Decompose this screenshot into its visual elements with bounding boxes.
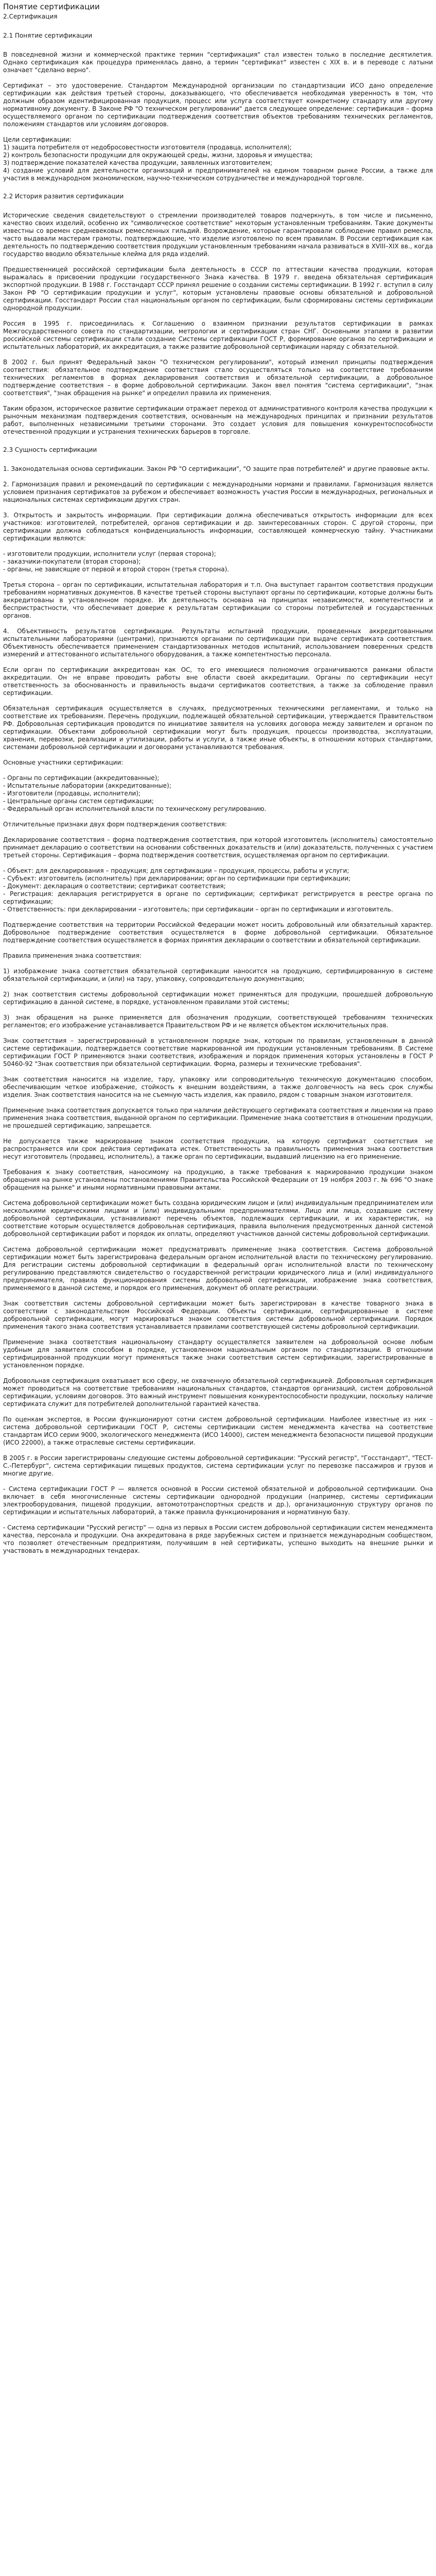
paragraph: Основные участники сертификации: bbox=[3, 759, 124, 766]
paragraph: В 2002 г. был принят Федеральный закон "О техническом регулировании", который изменил принципы подтверждения соответствия: обязательное подтверждение соответствия стало осуществляться только на соответствие требованиям технических регламентов в формах декларирования соответствия и обязательной сертификации, а добровольное подтверждение соответствия – в форме добровольной сертификации. Закон ввел понятия "система сертификации", "знак соответствия", "знак обращения на рынке" и определил правила их применения. bbox=[3, 359, 433, 397]
paragraph: 1. Законодательная основа сертификации. Закон РФ "О сертификации", "О защите прав потребителей" и другие правовые акты. bbox=[3, 465, 430, 472]
paragraph: Если орган по сертификации аккредитован как ОС, то его имеющиеся полномочия ограничиваются рамками области аккредитации. Он не вправе проводить работы вне области своей аккредитации. Органы по сертификации несут ответственность за обоснованность и правильность выдачи сертификатов соответствия, а также за соблюдение правил сертификации. bbox=[3, 666, 433, 697]
paragraph-line: - изготовители продукции, исполнители услуг (первая сторона); bbox=[3, 550, 216, 557]
paragraph: 1) изображение знака соответствия обязательной сертификации наносится на продукцию, сертифицированную в системе обязательной сертификации, и (или) на тару, упаковку, сопроводительную документацию; bbox=[3, 968, 433, 982]
paragraph-line: - Ответственность: при декларировании – изготовитель; при сертификации – орган по сертификации и изготовитель. bbox=[3, 906, 393, 913]
paragraph-line: - органы, не зависящие от первой и второй сторон (третья сторона). bbox=[3, 566, 229, 573]
section-heading: 2.1 Понятие сертификации bbox=[3, 32, 93, 39]
paragraph: Знак соответствия системы добровольной сертификации может быть зарегистрирован в качестве товарного знака в соответствии с законодательством Российской Федерации. Объекты сертификации, сертифицированные в системе добровольной сертификации, могут маркироваться знаком соответствия системы добровольной сертификации. Порядок применения такого знака соответствия устанавливается правилами соответствующей системы добровольной сертификации. bbox=[3, 1300, 433, 1330]
paragraph-line: - Центральные органы систем сертификации; bbox=[3, 798, 154, 805]
sections-container bbox=[3, 32, 433, 1555]
paragraph-line: 1) защита потребителя от недобросовестности изготовителя (продавца, исполнителя); bbox=[3, 144, 292, 151]
paragraph: 2) знак соответствия системы добровольной сертификации может применяться для продукции, прошедшей добровольную сертификацию в данной системе, в порядке, установленном правилами этой системы; bbox=[3, 991, 433, 1006]
paragraph: Знак соответствия наносится на изделие, тару, упаковку или сопроводительную техническую документацию способом, обеспечивающим четкое изображение, стойкость к внешним воздействиям, а также долговечность на весь срок службы изделия. Знак соответствия наносится на не съемную часть изделия, как правило, рядом с товарным знаком изготовителя. bbox=[3, 1076, 433, 1098]
paragraph-line: - Федеральный орган исполнительной власти по техническому регулированию. bbox=[3, 805, 267, 812]
paragraph: Подтверждение соответствия на территории Российской Федерации может носить добровольный или обязательный характер. Добровольное подтверждение соответствия осуществляется в форме добровольной сертификации. Обязательное подтверждение соответствия осуществляется в формах принятия декларации о соответствии и обязательной сертификации. bbox=[3, 921, 433, 944]
paragraph: Правила применения знака соответствия: bbox=[3, 952, 142, 959]
paragraph: Третья сторона – орган по сертификации, испытательная лаборатория и т.п. Она выступает гарантом соответствия продукции требованиям нормативных документов. В качестве третьей стороны выступают органы по сертификации, которые должны быть аккредитованы в установленном порядке. Их деятельность основана на принципах независимости, компетентности и беспристрастности, что обеспечивает доверие к результатам сертификации со стороны потребителей и государственных органов. bbox=[3, 581, 433, 619]
paragraph-line: - заказчики-покупатели (вторая сторона); bbox=[3, 558, 141, 565]
paragraph: По оценкам экспертов, в России функционируют сотни систем добровольной сертификации. Наиболее известные из них – система добровольной сертификации ГОСТ Р, системы сертификации систем менеджмента качества на соответствие стандартам ИСО серии 9000, экологического менеджмента (ИСО 14000), систем менеджмента безопасности пищевой продукции (ИСО 22000), а также отраслевые системы сертификации. bbox=[3, 1416, 433, 1446]
paragraph-line: - Субъект: изготовитель (исполнитель) при декларировании; орган по сертификации при сертификации; bbox=[3, 875, 351, 882]
paragraph: Система добровольной сертификации может предусматривать применение знака соответствия. Система добровольной сертификации может быть зарегистрирована федеральным органом исполнительной власти по техническому регулированию. Для регистрации системы добровольной сертификации в федеральный орган исполнительной власти по техническому регулированию представляются свидетельство о государственной регистрации юридического лица и (или) индивидуального предпринимателя, правила функционирования системы добровольной сертификации, изображение знака соответствия, применяемого в данной системе, и порядок его применения, документ об оплате регистрации. bbox=[3, 1246, 433, 1292]
paragraph: 3. Открытость и закрытость информации. При сертификации должна обеспечиваться открытость информации для всех участников: изготовителей, потребителей, органов сертификации и др. заинтересованных сторон. С другой стороны, при сертификации должна соблюдаться конфиденциальность информации, составляющей коммерческую тайну. Участниками сертификации являются: bbox=[3, 512, 433, 542]
paragraph bbox=[3, 774, 433, 813]
paragraph: 2. Гармонизация правил и рекомендаций по сертификации с международными нормами и правилами. Гармонизация является условием признания сертификатов за рубежом и обеспечивает возможность участия России в международных, региональных и национальных системах сертификации других стран. bbox=[3, 481, 433, 503]
paragraph: - Система сертификации "Русский регистр" — одна из первых в России систем добровольной сертификации систем менеджмента качества, персонала и продукции. Она аккредитована в ряде зарубежных систем и признается международным сообществом, что позволяет отечественным предприятиям, получившим в ней сертификаты, успешно выходить на внешние рынки и участвовать в международных тендерах. bbox=[3, 1524, 433, 1554]
paragraph: Обязательная сертификация осуществляется в случаях, предусмотренных техническими регламентами, и только на соответствие их требованиям. Перечень продукции, подлежащей обязательной сертификации, утверждается Правительством РФ. Добровольная сертификация проводится по инициативе заявителя на условиях договора между заявителем и органом по сертификации. Объектами добровольной сертификации могут быть продукция, процессы производства, эксплуатации, хранения, перевозки, реализации и утилизации, работы и услуги, а также иные объекты, в отношении которых стандартами, системами добровольной сертификации и договорами устанавливаются требования. bbox=[3, 705, 433, 751]
paragraph: Не допускается также маркирование знаком соответствия продукции, на которую сертификат соответствия не распространяется или срок действия сертификата истек. Ответственность за правильность применения знака соответствия несут изготовитель (продавец, исполнитель), а также орган по сертификации, выдавший лицензию на его применение. bbox=[3, 1138, 433, 1160]
paragraph: - Система сертификации ГОСТ Р — является основной в России системой обязательной и добровольной сертификации. Она включает в себя многочисленные системы сертификации однородной продукции (например, системы сертификации электрооборудования, пищевой продукции, автомототранспортных средств и др.), организационную структуру органов по сертификации и испытательных лабораторий, а также правила функционирования и нормативную базу. bbox=[3, 1485, 433, 1516]
paragraph-line: - Органы по сертификации (аккредитованные); bbox=[3, 774, 160, 782]
paragraph: Россия в 1995 г. присоединилась к Соглашению о взаимном признании результатов сертификации в рамках Межгосударственного совета по стандартизации, метрологии и сертификации стран СНГ. Основными этапами в развитии российской системы сертификации стали создание Системы сертификации ГОСТ Р, формирование органов по сертификации и испытательных лабораторий, их аккредитация, а также развитие добровольной сертификации наряду с обязательной. bbox=[3, 320, 433, 350]
paragraph: Исторические сведения свидетельствуют о стремлении производителей товаров подчеркнуть, в том числе и письменно, качество своих изделий, особенно их "символическое соответствие" некоторым установленным требованиям. Такие документы известны со времен средневековых ремесленных гильдий. Возрождение, которые гарантировали соблюдение правил ремесла, часто выдавали мастерам грамоты, подтверждающие, что изделие изготовлено по всем правилам. В России сертификация как деятельность по подтверждению соответствия продукции установленным требованиям начала развиваться в XVIII–XIX вв., когда государство вводило обязательные клейма для ряда изделий. bbox=[3, 212, 433, 258]
paragraph: Применение знака соответствия допускается только при наличии действующего сертификата соответствия и лицензии на право применения знака соответствия, выданной органом по сертификации. Применение знака соответствия в отношении продукции, не прошедшей сертификацию, запрещается. bbox=[3, 1107, 433, 1129]
paragraph: В 2005 г. в России зарегистрированы следующие системы добровольной сертификации: "Русский регистр", "Госстандарт", "ТЕСТ-С.-Петербург", система сертификации пищевых продуктов, система сертификации услуг по перевозке пассажиров и грузов и многие другие. bbox=[3, 1454, 433, 1477]
section-heading: 2.2 История развития сертификации bbox=[3, 193, 124, 200]
paragraph: Требования к знаку соответствия, наносимому на продукцию, а также требования к маркированию продукции знаком обращения на рынке установлены постановлениями Правительства Российской Федерации от 19 ноября 2003 г. № 696 "О знаке обращения на рынке" и иными нормативными правовыми актами. bbox=[3, 1168, 433, 1191]
paragraph: Сертификат – это удостоверение. Стандартом Международной организации по стандартизации ИСО дано определение сертификации как действия третьей стороны, доказывающего, что обеспечивается необходимая уверенность в том, что должным образом идентифицированная продукция, процесс или услуга соответствует конкретному стандарту или другому нормативному документу. В Законе РФ "О техническом регулировании" дается следующее определение: сертификация – форма осуществляемого органом по сертификации подтверждения соответствия объектов требованиям технических регламентов, положениям стандартов или условиям договоров. bbox=[3, 82, 433, 128]
paragraph: Отличительные признаки двух форм подтверждения соответствия: bbox=[3, 821, 227, 828]
paragraph-line: 3) подтверждение показателей качества продукции, заявленных изготовителем; bbox=[3, 159, 273, 166]
paragraph-line: - Испытательные лаборатории (аккредитованные); bbox=[3, 782, 171, 789]
paragraph: Знак соответствия – зарегистрированный в установленном порядке знак, которым по правилам, установленным в данной системе сертификации, подтверждается соответствие маркированной им продукции установленным требованиям. В Системе сертификации ГОСТ Р применяются знаки соответствия, изображения и порядок применения которых установлены в ГОСТ Р 50460-92 "Знак соответствия при обязательной сертификации. Форма, размеры и технические требования". bbox=[3, 1037, 433, 1067]
paragraph: В повседневной жизни и коммерческой практике термин "сертификация" стал известен только в последние десятилетия. Однако сертификация как процедура применялась давно, а термин "сертификат" известен с XIX в. и в переводе с латыни означает "сделано верно". bbox=[3, 51, 433, 74]
paragraph bbox=[3, 136, 433, 182]
paragraph: Таким образом, историческое развитие сертификации отражает переход от административного контроля качества продукции к рыночным механизмам подтверждения соответствия, основанным на международных принципах и признании результатов работ, выполненных независимыми третьими сторонами. Это создает условия для повышения конкурентоспособности отечественной продукции и устранения технических барьеров в торговле. bbox=[3, 405, 433, 435]
paragraph: 4. Объективность результатов сертификации. Результаты испытаний продукции, проведенных аккредитованными испытательными лабораториями (центрами), признаются органами по сертификации при выдаче сертификата соответствия. Объективность обеспечивается применением стандартизованных методов испытаний, использованием поверенных средств измерений и аттестованного испытательного оборудования, а также компетентностью персонала. bbox=[3, 628, 433, 658]
paragraph: Применение знака соответствия национальному стандарту осуществляется заявителем на добровольной основе любым удобным для заявителя способом в порядке, установленном национальным органом по стандартизации. В отношении сертифицированной продукции могут применяться также знаки соответствия систем сертификации, зарегистрированные в установленном порядке. bbox=[3, 1338, 433, 1369]
page-subtitle: 2.Сертификация bbox=[3, 13, 58, 20]
paragraph bbox=[3, 550, 433, 573]
paragraph: 3) знак обращения на рынке применяется для обозначения продукции, соответствующей требованиям технических регламентов; его изображение устанавливается Правительством РФ и не является объектом исключительных прав. bbox=[3, 1014, 433, 1029]
paragraph: Система добровольной сертификации может быть создана юридическим лицом и (или) индивидуальным предпринимателем или несколькими юридическими лицами и (или) индивидуальными предпринимателями. Лицо или лица, создавшие систему добровольной сертификации, устанавливают перечень объектов, подлежащих сертификации, и их характеристик, на соответствие которым осуществляется добровольная сертификация, правила выполнения предусмотренных данной системой добровольной сертификации работ и порядок их оплаты, определяют участников данной системы добровольной сертификации. bbox=[3, 1199, 433, 1238]
paragraph-line: - Регистрация: декларация регистрируется в органе по сертификации; сертификат регистрируется в реестре органа по сертификации; bbox=[3, 890, 433, 905]
paragraph-line: - Документ: декларация о соответствии; сертификат соответствия; bbox=[3, 883, 226, 890]
paragraph: Декларирование соответствия – форма подтверждения соответствия, при которой изготовитель (исполнитель) самостоятельно принимает декларацию о соответствии на основании собственных доказательств и (или) доказательств, полученных с участием третьей стороны. Сертификация – форма подтверждения соответствия, осуществляемая органом по сертификации. bbox=[3, 836, 433, 859]
section-heading: 2.3 Сущность сертификации bbox=[3, 446, 97, 453]
paragraph-line: Цели сертификации: bbox=[3, 136, 72, 143]
page-title: Понятие сертификации bbox=[3, 2, 100, 11]
paragraph-line: - Изготовители (продавцы, исполнители); bbox=[3, 790, 141, 797]
paragraph-line: - Объект: для декларирования – продукция; для сертификации – продукция, процессы, работы и услуги; bbox=[3, 867, 350, 874]
paragraph-line: 4) создание условий для деятельности организаций и предпринимателей на едином товарном рынке России, а также для участия в международном экономическом, научно-техническом сотрудничестве и международной торговле. bbox=[3, 167, 433, 182]
paragraph: Предшественницей российской сертификации была деятельность в СССР по аттестации качества продукции, которая выражалась в присвоении продукции государственного Знака качества. В 1979 г. введена обязательная сертификация экспортной продукции. В 1988 г. Госстандарт СССР принял решение о создании системы сертификации. В 1992 г. вступил в силу Закон РФ "О сертификации продукции и услуг", которым установлены правовые основы обязательной и добровольной сертификации. Госстандарт России стал национальным органом по сертификации, были сформированы системы сертификации однородной продукции. bbox=[3, 266, 433, 312]
paragraph-line: 2) контроль безопасности продукции для окружающей среды, жизни, здоровья и имущества; bbox=[3, 151, 313, 159]
paragraph bbox=[3, 867, 433, 913]
paragraph: Добровольная сертификация охватывает всю сферу, не охваченную обязательной сертификацией. Добровольная сертификация может проводиться на соответствие требованиям национальных стандартов, стандартов организаций, систем добровольной сертификации, условиям договоров. Это важный инструмент повышения конкурентоспособности продукции, поскольку наличие сертификата служит для потребителей дополнительной гарантией качества. bbox=[3, 1377, 433, 1408]
